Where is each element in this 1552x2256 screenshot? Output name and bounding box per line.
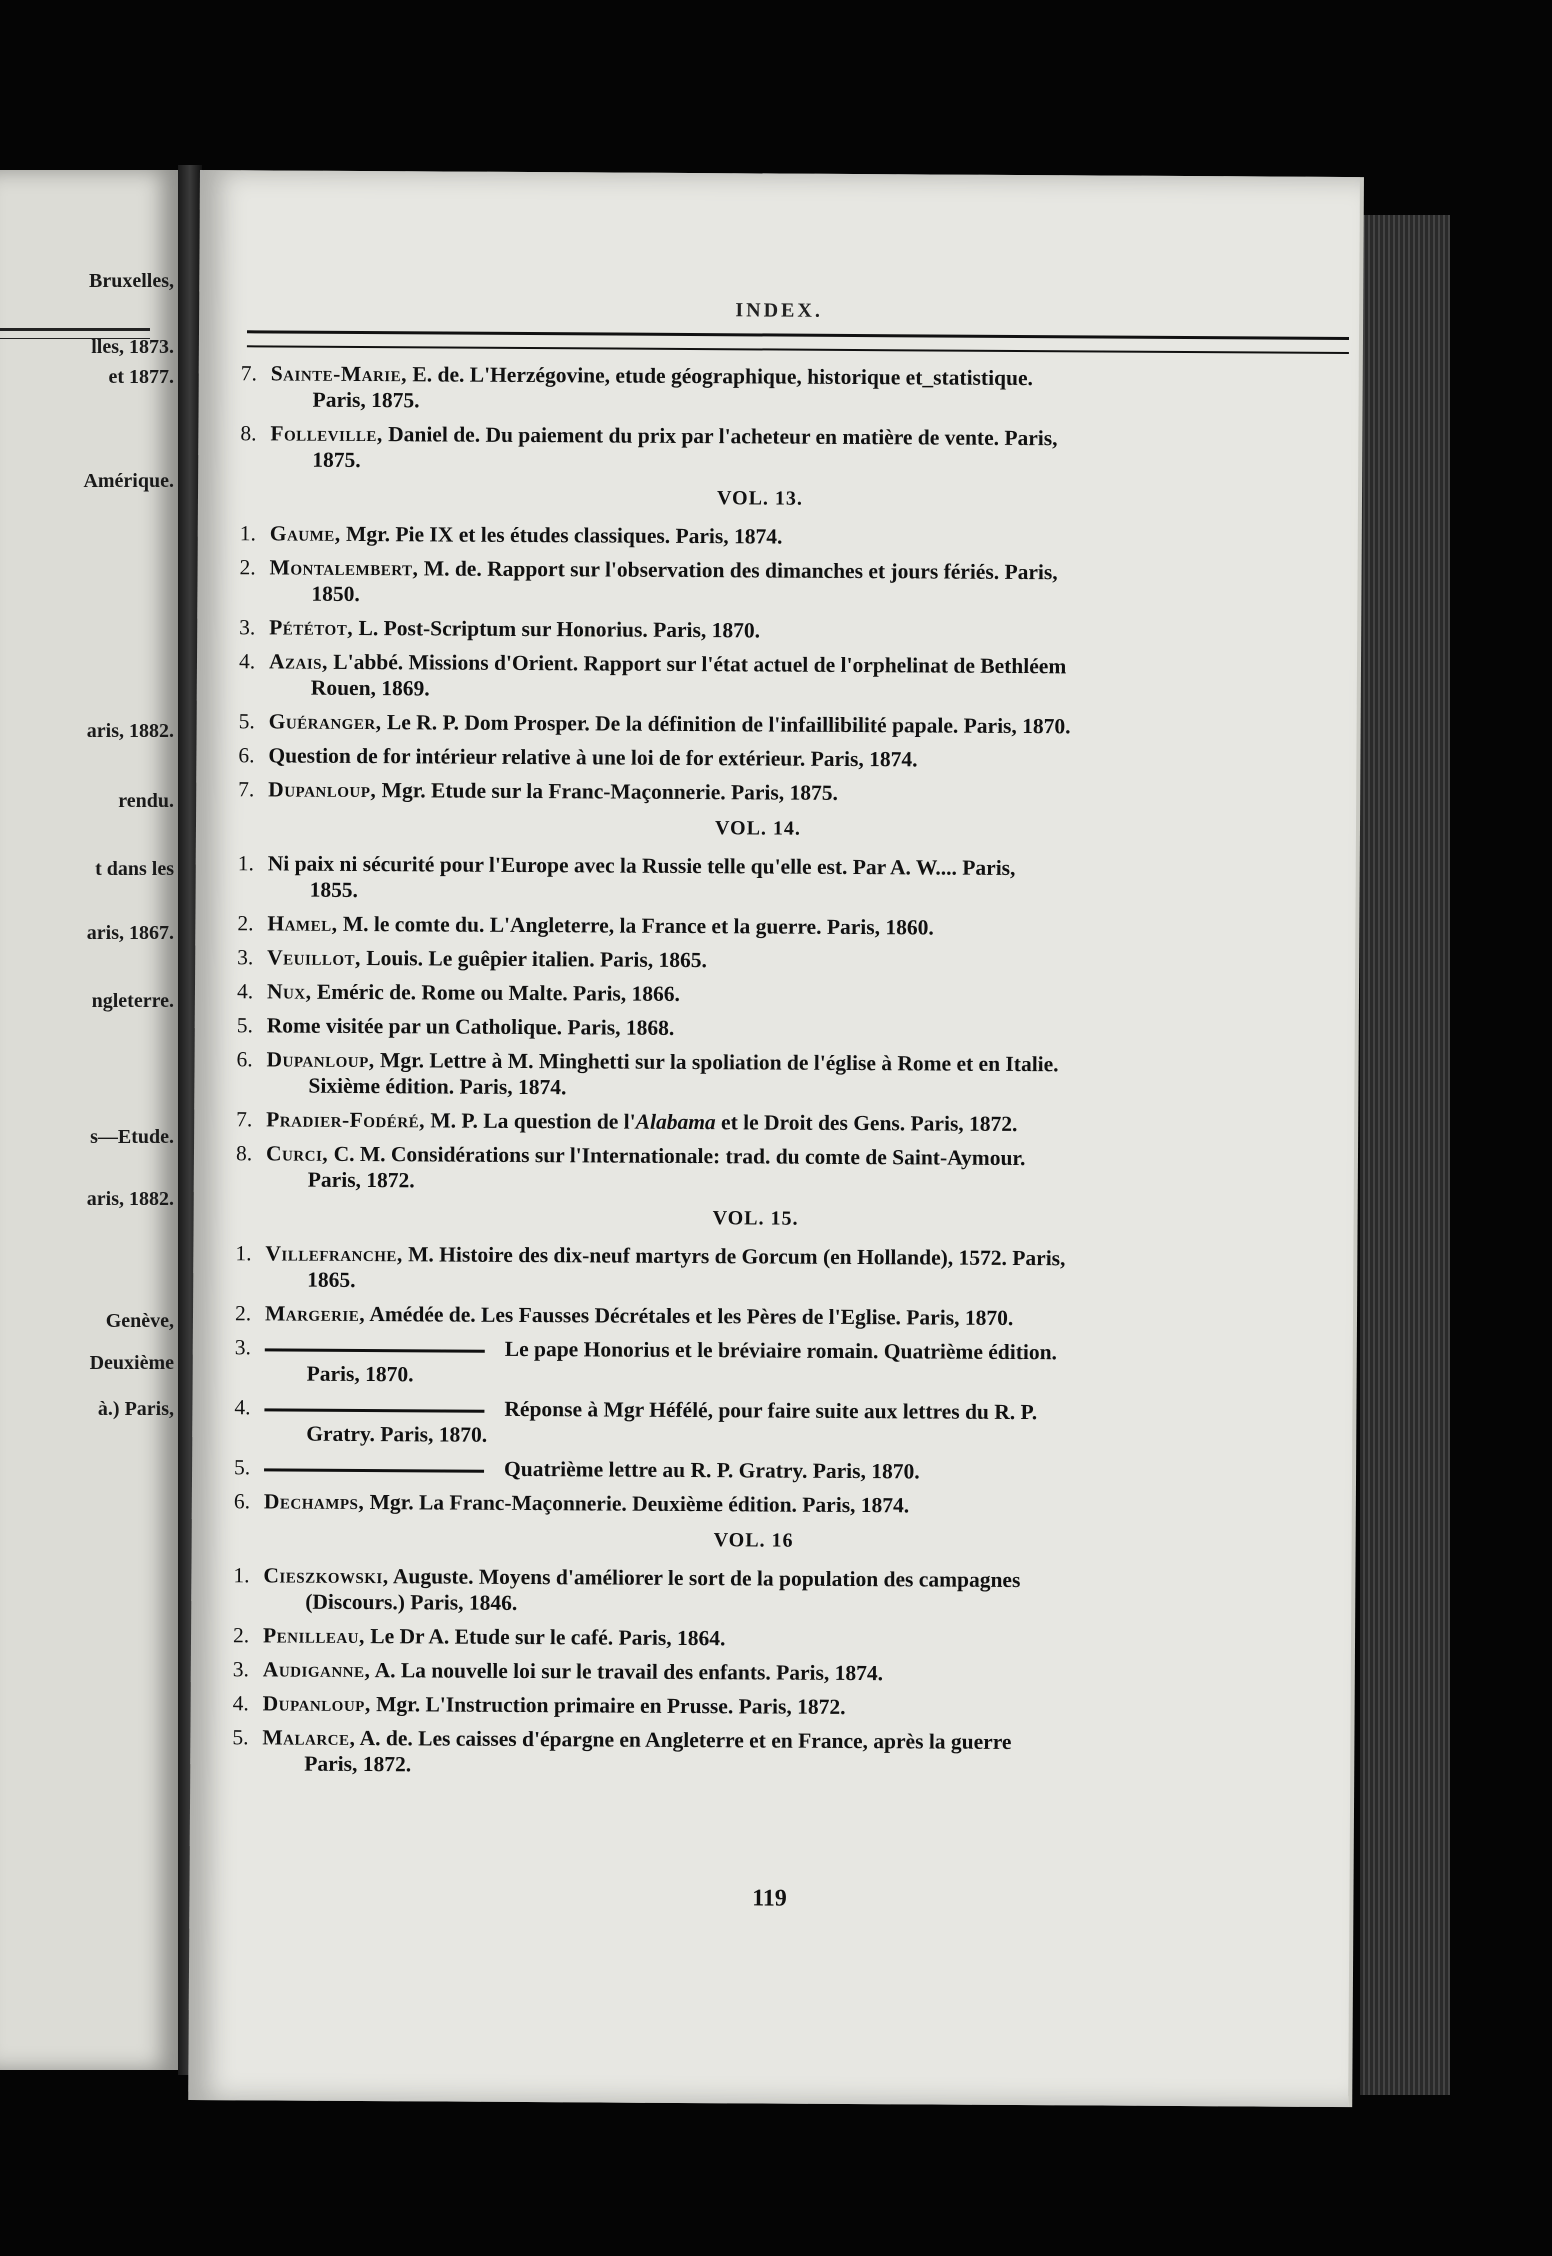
entry-author: Dupanloup, [266,1047,375,1073]
entry-title: Mgr. Lettre à M. Minghetti sur la spoliation de l'église à Rome et en Italie. [374,1048,1059,1077]
entry-author: Pététot, [269,615,354,640]
index-entry [239,708,1279,740]
entry-continuation: 1865. [307,1267,356,1292]
entry-title: M. de. Rapport sur l'observation des dimanches et jours fériés. Paris, [418,556,1058,585]
entry-continuation: 1850. [311,581,360,606]
entry-author: Malarce, [262,1725,356,1750]
entry-number: 4. [238,649,256,674]
entry-number: 2. [232,1623,250,1648]
entry-author: Audiganne, [262,1657,371,1683]
vol-16-entries [232,1562,1273,1782]
entry-number: 8. [235,1141,253,1166]
index-entry [234,1488,1274,1520]
entry-number: 2. [237,911,254,936]
entry-author: Hamel, [267,911,338,936]
vol-13-entries [238,520,1280,808]
entry-continuation: Paris, 1872. [307,1167,415,1193]
index-content [232,360,1281,1790]
entry-continuation: (Discours.) Paris, 1846. [305,1589,518,1615]
entry-title: L'abbé. Missions d'Orient. Rapport sur l'état actuel de l'orphelinat de Bethléem [327,649,1067,679]
left-page-fragment: aris, 1882. [86,1188,174,1210]
left-page-fragment: ngleterre. [91,990,174,1012]
left-page-fragment: t dans les [95,858,174,880]
entry-title: Ni paix ni sécurité pour l'Europe avec la Russie telle qu'elle est. Par A. W.... Paris, [267,851,1016,880]
index-entry [234,1394,1274,1452]
entry-author: Veuillot, [267,945,362,970]
index-entry [235,1300,1275,1332]
index-entry [235,1334,1275,1392]
left-page-fragment: aris, 1867. [86,922,174,944]
entry-title: Daniel de. Du paiement du prix par l'acheteur en matière de vente. Paris, [382,422,1058,451]
entry-author: Curci, [265,1141,329,1166]
entry-title: Rome visitée par un Catholique. Paris, 1868. [266,1013,675,1040]
entry-author: Azais, [268,649,328,674]
index-entry [237,1012,1277,1044]
vol-14-entries [236,850,1278,1198]
entry-title: Réponse à Mgr Héfélé, pour faire suite aux lettres du R. P. [504,1396,1038,1425]
entry-title: M. Histoire des dix-neuf martyrs de Gorcum (en Hollande), 1572. Paris, [402,1242,1066,1271]
entry-author: Gaume, [269,521,341,546]
top-entries [240,360,1281,478]
entry-title: Louis. Le guêpier italien. Paris, 1865. [360,945,708,973]
left-page-rule [0,328,150,331]
entry-number: 5. [234,1455,251,1480]
index-entry [233,1656,1273,1688]
page-number: 119 [752,1885,787,1912]
entry-number: 7. [240,361,257,386]
entry-title: Quatrième lettre au R. P. Gratry. Paris, 1870. [503,1456,920,1484]
vol-heading-16: VOL. 16 [713,1529,794,1552]
entry-number: 3. [234,1335,252,1360]
entry-author: Dupanloup, [268,777,377,803]
entry-title: M. P. La question de l' [424,1108,636,1134]
entry-number: 5. [236,1013,253,1038]
index-entry [238,776,1278,808]
index-entry [236,1046,1276,1104]
entry-number: 1. [239,521,256,546]
entry-number: 4. [236,979,254,1004]
entry-author: Dechamps, [263,1489,365,1515]
entry-continuation: Paris, 1872. [304,1751,412,1777]
index-entry [237,978,1277,1010]
entry-author: Nux, [266,979,312,1004]
ditto-dash [265,1348,485,1352]
index-entry [239,614,1279,646]
entry-title: Mgr. Pie IX et les études classiques. Paris, 1874. [340,521,783,549]
index-entry [238,850,1278,908]
ditto-dash [264,1468,484,1472]
entry-title: Mgr. La Franc-Maçonnerie. Deuxième édition. Paris, 1874. [364,1490,910,1518]
index-entry [236,1106,1276,1138]
entry-title: Mgr. Etude sur la Franc-Maçonnerie. Paris, 1875. [376,778,839,805]
index-entry [233,1562,1273,1620]
left-page-fragment: à.) Paris, [97,1398,174,1420]
entry-title: Mgr. L'Instruction primaire en Prusse. Paris, 1872. [370,1692,846,1719]
entry-number: 4. [232,1691,249,1716]
vol-heading-13: VOL. 13. [716,487,804,510]
entry-title: A. La nouvelle loi sur le travail des enfants. Paris, 1874. [370,1658,884,1686]
entry-continuation: Rouen, 1869. [310,675,430,701]
entry-title: et le Droit des Gens. Paris, 1872. [715,1110,1018,1137]
entry-number: 7. [238,777,255,802]
index-entry [237,944,1277,976]
entry-author: Penilleau, [262,1623,365,1649]
running-head: INDEX. [735,299,823,322]
entry-title: C. M. Considérations sur l'Internationale: trad. du comte de Saint-Aymour. [328,1141,1026,1171]
entry-author: Cieszkowski, [263,1563,389,1589]
entry-author: Guéranger, [268,709,382,735]
entry-title: Question de for intérieur relative à une loi de for extérieur. Paris, 1874. [268,743,918,772]
entry-number: 2. [239,555,256,580]
index-entry [240,420,1280,478]
left-page [0,170,180,2070]
entry-title: Amédée de. Les Fausses Décrétales et les Pères de l'Eglise. Paris, 1870. [365,1302,1014,1330]
entry-title: Le Dr A. Etude sur le café. Paris, 1864. [364,1624,726,1651]
index-entry [239,648,1279,706]
index-entry [235,1240,1275,1298]
index-entry [232,1724,1272,1782]
entry-continuation: Paris, 1870. [306,1361,414,1387]
entry-number: 2. [234,1301,252,1326]
index-entry [234,1454,1274,1486]
left-page-fragment: et 1877. [108,366,174,388]
left-page-fragment: lles, 1873. [91,336,174,358]
vol-15-entries [234,1240,1276,1520]
entry-number: 1. [233,1563,250,1588]
page-edges [1360,215,1450,2095]
entry-number: 3. [237,945,254,970]
entry-continuation: Gratry. Paris, 1870. [306,1421,488,1447]
index-entry [233,1622,1273,1654]
entry-number: 4. [234,1395,251,1420]
left-page-fragment: Deuxième [89,1352,174,1374]
entry-continuation: 1855. [309,877,359,902]
index-entry [238,742,1278,774]
entry-title: Le pape Honorius et le bréviaire romain. Quatrième édition. [504,1336,1058,1365]
entry-author: Margerie, [264,1301,366,1327]
header-rule [247,330,1349,354]
left-page-fragment: Amérique. [83,470,174,492]
index-entry [239,554,1279,612]
entry-number: 8. [240,421,257,446]
entry-number: 6. [233,1489,251,1514]
index-entry [240,520,1280,552]
index-entry [241,360,1281,418]
entry-number: 1. [237,851,254,876]
index-page [188,170,1360,2107]
ditto-dash [264,1408,484,1412]
left-page-fragment: Genève, [105,1310,174,1332]
entry-number: 6. [236,1047,253,1072]
index-entry [233,1690,1273,1722]
entry-author: Pradier-Fodéré, [266,1107,426,1133]
left-page-fragment: Bruxelles, [89,270,174,292]
vol-heading-14: VOL. 14. [714,817,802,840]
vol-heading-15: VOL. 15. [712,1207,799,1230]
entry-title: E. de. L'Herzégovine, etude géographique, historique et_statistique. [406,362,1034,391]
entry-author: Montalembert, [269,555,419,581]
left-page-fragment: s—Etude. [90,1126,174,1148]
entry-title: A. de. Les caisses d'épargne en Angleterre et en France, après la guerre [355,1725,1012,1754]
entry-number: 3. [239,615,256,640]
index-entry [237,910,1277,942]
entry-title: Le R. P. Dom Prosper. De la définition de l'infaillibilité papale. Paris, 1870. [381,710,1071,739]
entry-continuation: Sixième édition. Paris, 1874. [308,1073,567,1100]
index-entry [236,1140,1276,1198]
entry-italic-title: Alabama [635,1109,716,1135]
entry-number: 1. [235,1241,252,1266]
entry-number: 7. [236,1107,253,1132]
entry-number: 5. [238,709,255,734]
entry-number: 3. [232,1657,250,1682]
entry-author: Dupanloup, [262,1691,371,1717]
entry-title: Auguste. Moyens d'améliorer le sort de la population des campagnes [388,1564,1021,1593]
entry-continuation: Paris, 1875. [312,387,420,413]
entry-number: 6. [238,743,255,768]
entry-continuation: 1875. [312,447,361,472]
entry-author: Sainte-Marie, [270,361,408,387]
entry-author: Villefranche, [265,1241,403,1267]
entry-title: M. le comte du. L'Angleterre, la France et la guerre. Paris, 1860. [337,911,934,940]
entry-number: 5. [232,1725,249,1750]
left-page-fragment: aris, 1882. [86,720,174,742]
entry-author: Folleville, [270,421,383,447]
entry-title: Eméric de. Rome ou Malte. Paris, 1866. [311,979,681,1006]
entry-title: L. Post-Scriptum sur Honorius. Paris, 1870. [353,615,761,643]
left-page-fragment: rendu. [118,790,174,812]
